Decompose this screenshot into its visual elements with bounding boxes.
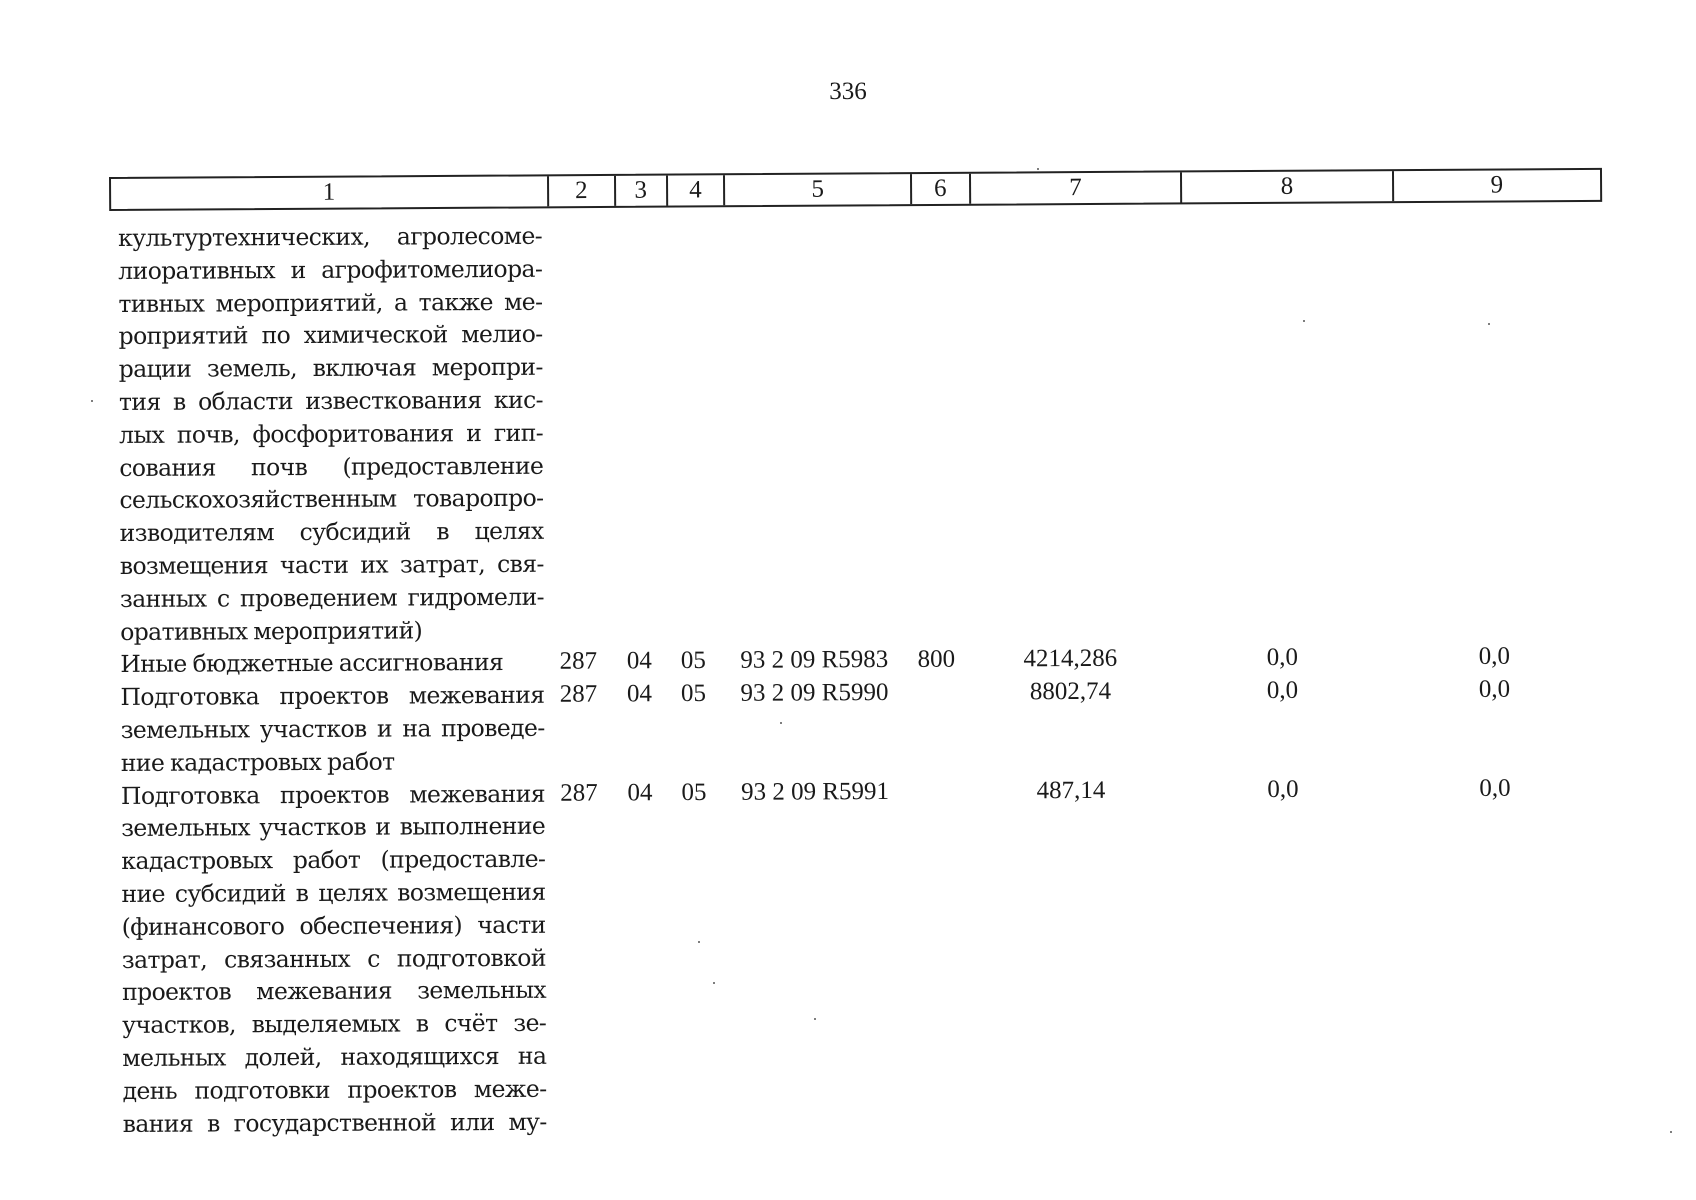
header-col-6: 6 (912, 174, 971, 204)
text-line: занных с проведением гидромели- (119, 582, 545, 613)
cell-gr: 287 (559, 647, 598, 676)
text-line: участков, выделяемых в счёт зе- (122, 1008, 547, 1040)
cell-sum-1: 4214,286 (1023, 645, 1118, 673)
cell-rz: 04 (626, 680, 653, 708)
scan-speck (1670, 1131, 1672, 1133)
cell-sum-3: 0,0 (1478, 675, 1511, 704)
text-line: лых почв, фосфоритования и гип- (119, 418, 544, 449)
text-line: день подготовки проектов меже- (122, 1074, 547, 1105)
header-col-4: 4 (668, 175, 726, 205)
text-line: кадастровых работ (предоставле- (121, 844, 546, 876)
cell-csr: 93 2 09 R5991 (740, 777, 890, 806)
cell-csr: 93 2 09 R5983 (740, 646, 889, 675)
text-line: (финансового обеспечения) части (121, 910, 546, 941)
text-line: изводителям субсидий в целях (119, 516, 544, 548)
cell-pr: 05 (680, 680, 707, 708)
scan-speck (814, 1018, 816, 1020)
text-line: лиоративных и агрофитомелиора- (118, 254, 543, 285)
scan-speck (713, 982, 715, 984)
header-col-1: 1 (111, 176, 549, 209)
cell-sum-2: 0,0 (1267, 775, 1299, 803)
cell-rz: 04 (626, 647, 652, 675)
cell-pr: 05 (681, 778, 707, 806)
cell-gr: 287 (559, 680, 598, 708)
cell-vr: 800 (917, 645, 956, 674)
text-line: тивных мероприятий, а также ме- (118, 287, 543, 318)
text-line: роприятий по химической мелио- (118, 320, 543, 351)
scan-speck (1037, 168, 1039, 170)
text-line: оративных мероприятий) (120, 615, 423, 646)
header-col-8: 8 (1182, 171, 1394, 202)
table-header (109, 168, 1602, 211)
scan-speck (780, 722, 782, 724)
table-row (120, 673, 1600, 779)
text-line: возмещения части их затрат, свя- (119, 549, 544, 580)
header-col-3: 3 (616, 176, 668, 206)
text-line: земельных участков и на проведе- (120, 713, 545, 744)
scan-speck (1303, 320, 1305, 322)
scan-speck (91, 400, 93, 402)
text-line: ние субсидий в целях возмещения (121, 877, 546, 908)
cell-csr: 93 2 09 R5990 (740, 679, 889, 707)
text-line: земельных участков и выполнение (121, 812, 546, 843)
row-description (120, 646, 544, 681)
row-description (118, 220, 544, 649)
header-col-7: 7 (971, 172, 1183, 203)
header-col-2: 2 (549, 176, 616, 206)
cell-sum-3: 0,0 (1479, 774, 1511, 802)
cell-sum-1: 487,14 (1036, 776, 1106, 804)
text-line: мельных долей, находящихся на (122, 1041, 547, 1072)
text-line: сельскохозяйственным товаропро- (119, 484, 544, 515)
text-line: Подготовка проектов межевания (120, 680, 545, 712)
cell-sum-2: 0,0 (1266, 676, 1299, 705)
text-line: затрат, связанных с подготовкой (121, 943, 546, 974)
cell-sum-2: 0,0 (1266, 644, 1298, 672)
cell-rz: 04 (627, 778, 653, 806)
cell-gr: 287 (560, 779, 598, 807)
scan-speck (698, 941, 700, 943)
cell-sum-1: 8802,74 (1029, 677, 1112, 706)
text-line: Иные бюджетные ассигнования (120, 648, 504, 679)
cell-sum-3: 0,0 (1478, 643, 1510, 671)
row-description (121, 777, 547, 1140)
table-row (118, 214, 1600, 648)
header-col-9: 9 (1490, 171, 1504, 199)
header-col-5: 5 (725, 174, 912, 205)
page-number: 336 (829, 78, 867, 105)
text-line: тия в области известкования кис- (118, 385, 544, 416)
text-line: Подготовка проектов межевания (120, 779, 546, 810)
scan-speck (1488, 323, 1490, 325)
text-line: культуртехнических, агролесоме- (118, 221, 543, 252)
row-description (120, 679, 545, 780)
text-line: ние кадастровых работ (120, 747, 395, 777)
text-line: проектов межевания земельных (121, 976, 547, 1007)
text-line: рации земель, включая меропри- (118, 352, 543, 384)
text-line: сования почв (предоставление (119, 451, 544, 482)
table-row (121, 772, 1603, 1141)
table-body (118, 214, 1603, 1140)
cell-pr: 05 (680, 647, 706, 675)
text-line: вания в государственной или му- (122, 1107, 547, 1138)
